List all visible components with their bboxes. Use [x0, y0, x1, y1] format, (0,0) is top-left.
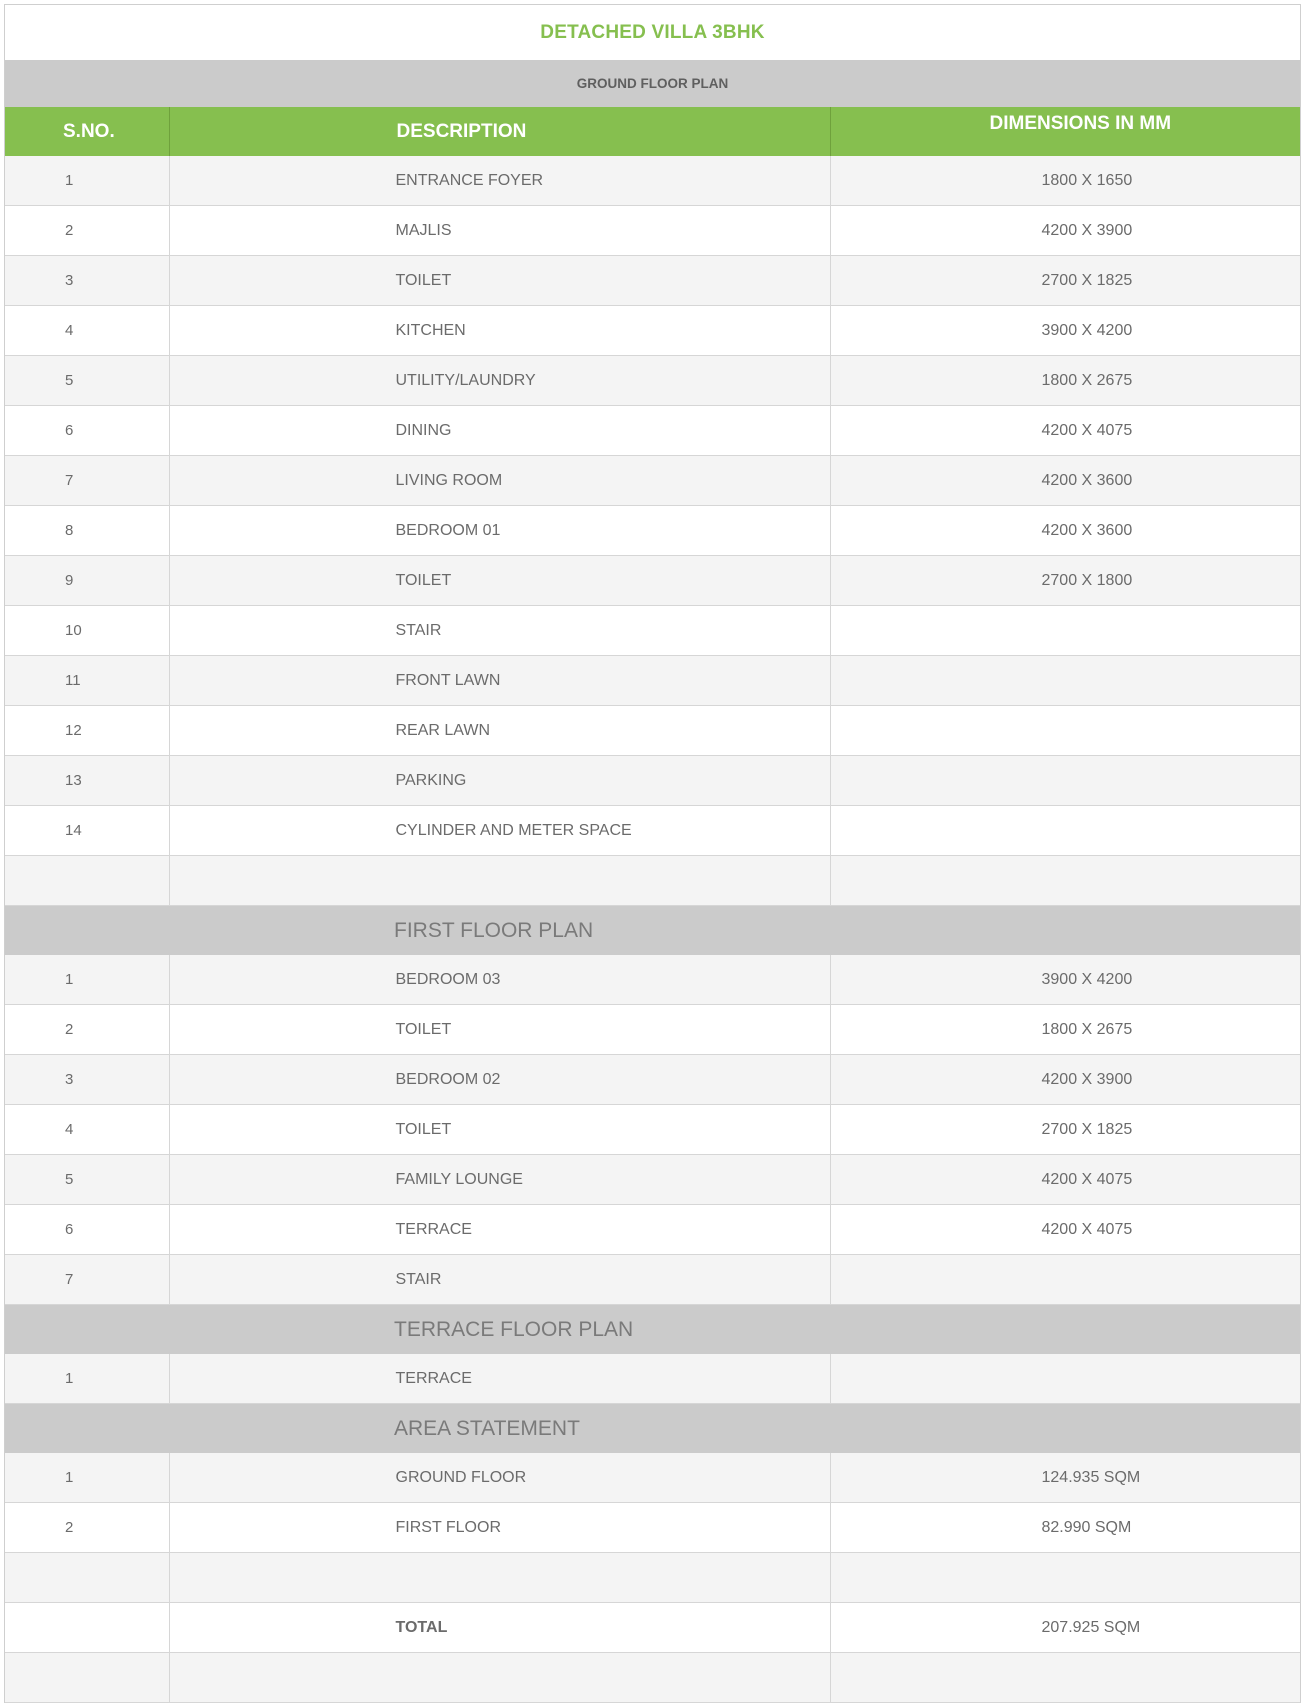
table-row: [5, 756, 1300, 806]
cell-sno: 7: [5, 1255, 169, 1305]
table-row: [5, 955, 1300, 1005]
cell-description: TOTAL: [169, 1603, 830, 1653]
cell-description: BEDROOM 01: [169, 506, 830, 556]
section-row: [5, 1404, 1300, 1454]
section-cell: [5, 906, 1300, 956]
cell-description: TOILET: [169, 1105, 830, 1155]
table-row: [5, 706, 1300, 756]
cell-sno: 1: [5, 955, 169, 1005]
cell-sno: [5, 1553, 169, 1603]
cell-description: DINING: [169, 406, 830, 456]
table-row: [5, 1055, 1300, 1105]
cell-dimension: 4200 X 4075: [830, 406, 1300, 456]
cell-description: UTILITY/LAUNDRY: [169, 356, 830, 406]
cell-description: TOILET: [169, 1005, 830, 1055]
cell-dimension: 4200 X 3600: [830, 456, 1300, 506]
cell-dimension: 4200 X 3900: [830, 1055, 1300, 1105]
table-row: [5, 1553, 1300, 1603]
cell-dimension: [830, 1354, 1300, 1404]
cell-dimension: 2700 X 1825: [830, 1105, 1300, 1155]
table-row: [5, 206, 1300, 256]
cell-dimension: [830, 756, 1300, 806]
cell-sno: 1: [5, 1453, 169, 1503]
cell-sno: 4: [5, 1105, 169, 1155]
cell-description: [169, 1653, 830, 1703]
cell-description: STAIR: [169, 606, 830, 656]
cell-sno: 12: [5, 706, 169, 756]
section-cell: [5, 1305, 1300, 1355]
cell-dimension: 3900 X 4200: [830, 955, 1300, 1005]
cell-description: STAIR: [169, 1255, 830, 1305]
cell-dimension: [830, 1255, 1300, 1305]
cell-description: BEDROOM 03: [169, 955, 830, 1005]
cell-sno: 2: [5, 1503, 169, 1553]
cell-description: [169, 856, 830, 906]
section-label: TERRACE FLOOR PLAN: [394, 1317, 634, 1341]
cell-description: PARKING: [169, 756, 830, 806]
title-row: [5, 5, 1300, 60]
section-row: [5, 1305, 1300, 1355]
table-row: [5, 306, 1300, 356]
cell-dimension: 4200 X 4075: [830, 1155, 1300, 1205]
cell-sno: 4: [5, 306, 169, 356]
document-title: DETACHED VILLA 3BHK: [540, 21, 765, 43]
schedule-table: [5, 107, 1300, 1703]
cell-description: ENTRANCE FOYER: [169, 156, 830, 206]
table-row: [5, 1105, 1300, 1155]
table-row: [5, 356, 1300, 406]
cell-dimension: 4200 X 3600: [830, 506, 1300, 556]
table-row: [5, 1503, 1300, 1553]
cell-dimension: [830, 856, 1300, 906]
table-row: [5, 1205, 1300, 1255]
cell-description: TOILET: [169, 556, 830, 606]
cell-sno: 7: [5, 456, 169, 506]
cell-sno: 14: [5, 806, 169, 856]
cell-sno: 13: [5, 756, 169, 806]
section-label: AREA STATEMENT: [394, 1416, 580, 1440]
cell-description: REAR LAWN: [169, 706, 830, 756]
cell-sno: 11: [5, 656, 169, 706]
table-row: [5, 156, 1300, 206]
cell-dimension: 124.935 SQM: [830, 1453, 1300, 1503]
table-row: [5, 456, 1300, 506]
cell-description: CYLINDER AND METER SPACE: [169, 806, 830, 856]
cell-description: TERRACE: [169, 1205, 830, 1255]
table-row: [5, 256, 1300, 306]
cell-description: KITCHEN: [169, 306, 830, 356]
table-row: [5, 606, 1300, 656]
cell-description: GROUND FLOOR: [169, 1453, 830, 1503]
cell-description: LIVING ROOM: [169, 456, 830, 506]
cell-description: TOILET: [169, 256, 830, 306]
table-row: [5, 1453, 1300, 1503]
cell-dimension: 82.990 SQM: [830, 1503, 1300, 1553]
cell-description: [169, 1553, 830, 1603]
cell-sno: 8: [5, 506, 169, 556]
cell-sno: 1: [5, 156, 169, 206]
cell-sno: [5, 856, 169, 906]
cell-sno: 5: [5, 356, 169, 406]
cell-sno: 1: [5, 1354, 169, 1404]
cell-dimension: 2700 X 1800: [830, 556, 1300, 606]
cell-dimension: [830, 1553, 1300, 1603]
table-row: [5, 806, 1300, 856]
cell-sno: 6: [5, 1205, 169, 1255]
cell-dimension: 3900 X 4200: [830, 306, 1300, 356]
cell-description: MAJLIS: [169, 206, 830, 256]
area-schedule-sheet: [4, 4, 1301, 1703]
table-row: [5, 1354, 1300, 1404]
document-subtitle: GROUND FLOOR PLAN: [576, 76, 729, 91]
cell-sno: [5, 1653, 169, 1703]
cell-dimension: [830, 806, 1300, 856]
cell-dimension: 207.925 SQM: [830, 1603, 1300, 1653]
cell-sno: 3: [5, 256, 169, 306]
cell-sno: 3: [5, 1055, 169, 1105]
table-row: [5, 406, 1300, 456]
cell-sno: 5: [5, 1155, 169, 1205]
table-body: [5, 156, 1300, 1703]
cell-dimension: 2700 X 1825: [830, 256, 1300, 306]
subtitle-row: [5, 60, 1300, 107]
cell-sno: 6: [5, 406, 169, 456]
cell-dimension: 1800 X 2675: [830, 356, 1300, 406]
cell-sno: 2: [5, 206, 169, 256]
section-cell: [5, 1404, 1300, 1454]
table-row: [5, 1005, 1300, 1055]
cell-sno: 10: [5, 606, 169, 656]
cell-dimension: 1800 X 1650: [830, 156, 1300, 206]
table-row: [5, 1653, 1300, 1703]
cell-description: FRONT LAWN: [169, 656, 830, 706]
section-row: [5, 906, 1300, 956]
cell-dimension: 4200 X 3900: [830, 206, 1300, 256]
cell-dimension: [830, 606, 1300, 656]
table-row: [5, 1255, 1300, 1305]
table-row: [5, 656, 1300, 706]
table-row: [5, 1155, 1300, 1205]
cell-description: TERRACE: [169, 1354, 830, 1404]
total-row: [5, 1603, 1300, 1653]
table-row: [5, 506, 1300, 556]
cell-dimension: 4200 X 4075: [830, 1205, 1300, 1255]
cell-dimension: [830, 706, 1300, 756]
cell-description: FIRST FLOOR: [169, 1503, 830, 1553]
cell-description: BEDROOM 02: [169, 1055, 830, 1105]
section-label: FIRST FLOOR PLAN: [394, 918, 594, 942]
cell-sno: 9: [5, 556, 169, 606]
column-header-dimensions: DIMENSIONS IN MM: [830, 107, 1300, 156]
cell-dimension: 1800 X 2675: [830, 1005, 1300, 1055]
column-header-sno: S.NO.: [5, 107, 169, 156]
cell-sno: [5, 1603, 169, 1653]
column-header-description: DESCRIPTION: [169, 107, 830, 156]
cell-dimension: [830, 1653, 1300, 1703]
table-row: [5, 556, 1300, 606]
cell-sno: 2: [5, 1005, 169, 1055]
cell-dimension: [830, 656, 1300, 706]
cell-description: FAMILY LOUNGE: [169, 1155, 830, 1205]
table-row: [5, 856, 1300, 906]
table-header: [5, 107, 1300, 156]
